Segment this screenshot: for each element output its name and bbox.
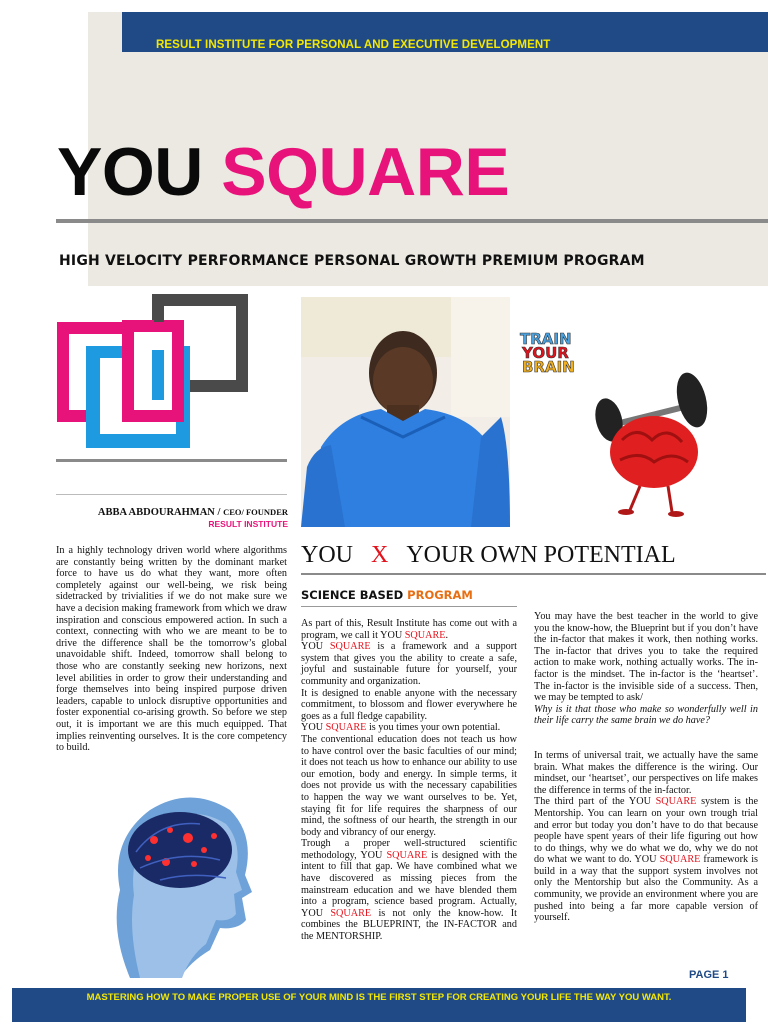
square-word: SQUARE (325, 722, 367, 734)
right-text-3a: The third part of the YOU (534, 796, 656, 808)
mid-paragraph-5: The conventional education does not teach us how to have control over the basic faculties of our mind; it does not teach us how to enhance our ability to use our emotion, body and energy. In simple terms, it does not provide us with the necessary capabilities to happen the way we want ourselves to be. Yet, staying fit for life requires the sharpness of our mind, the softness of our hearth, the strength in our body and vibrancy of our energy. (301, 733, 517, 838)
right-paragraph-2: In terms of universal trait, we actually have the same brain. What makes the difference is the wiring. Our mindset, our ‘heartset’, our perspectives on life makes the difference in terms of the in-factor. (534, 749, 758, 796)
logo-rule (56, 459, 287, 462)
headline (301, 542, 676, 569)
mid-text-4a: YOU (301, 722, 326, 734)
mid-paragraph-2 (301, 641, 517, 687)
mid-text-4b: is you times your own potential. (366, 722, 501, 734)
mid-paragraph-1 (301, 618, 517, 641)
bottom-banner-text: MASTERING HOW TO MAKE PROPER USE OF YOUR MIND IS THE FIRST STEP FOR CREATING YOUR LIFE THE WAY YOU WANT. (86, 992, 672, 1003)
mid-text-6b: is designed with the intent to fill that gap. We have combined what we have discovered as missing pieces from the mainstream education and we have blended them into a program, science based program. Actually, YOU (301, 849, 517, 919)
headline-potential: YOUR OWN POTENTIAL (406, 542, 676, 568)
right-text-3b: system is the Mentorship. You can learn on your own trough trial and error but today you don’t have to do that because people have spent years of their life figuring out how to do things, why we do what we do, why we do not do what we want to do. YOU (534, 796, 758, 866)
founder-name-line (70, 507, 288, 518)
mid-text-6a: Trough a proper well-structured scientific methodology, YOU (301, 838, 517, 861)
square-word: SQUARE (655, 796, 697, 808)
page-title (57, 132, 509, 212)
square-word: SQUARE (404, 629, 446, 641)
title-you: YOU (57, 134, 203, 210)
title-rule (56, 219, 768, 223)
mid-paragraph-6 (301, 838, 517, 942)
right-column (534, 611, 758, 924)
page-number: PAGE 1 (689, 969, 729, 981)
left-paragraph: In a highly technology driven world where algorithms are constantly being written by the dominant market force to have us do what they want, more often completely against our well-being, we risk being sidetracked by trivialities if we do not make sure we have a decision making framework from which we draw inspiration and conscious empowered action. In such a context, connecting with who we are meant to be to drive the difference shall be the tomorrow’s global unavoidable shift. Indeed, tomorrow shall belong to those who are constantly seeking new horizons, next level abilities in order to grow their understanding and forge themselves into being inspired purpose driven leaders, capable to unlock disruptive opportunities and foster exponential co-arising growth. So before we step out, it is important we are this much equipped. That implies reinventing ourselves. It is the core competency to build. (56, 545, 287, 754)
section-heading-part2: PROGRAM (407, 588, 473, 602)
left-column (56, 545, 287, 754)
mid-text-2b: is a framework and a support system that gives you the ability to create a safe, joyful and sustainable future for yourself, your community and organization. (301, 641, 517, 687)
train-your-brain-image (512, 300, 768, 530)
founder-role: CEO/ FOUNDER (223, 507, 288, 517)
mid-text-2a: YOU (301, 641, 330, 653)
right-paragraph-3 (534, 796, 758, 924)
founder-org: RESULT INSTITUTE (208, 519, 288, 529)
founder-photo (301, 297, 510, 527)
headline-you: YOU (301, 542, 353, 568)
middle-column (301, 618, 517, 943)
mid-paragraph-3: It is designed to enable anyone with the necessary commitment, to blossom and flower everywhere he goes as a full fledge capability. (301, 687, 517, 722)
right-question: Why is it that those who make so wonderfully well in their life carry the same brain we do have? (534, 703, 758, 727)
headline-rule (301, 573, 766, 575)
mid-text-1a: As part of this, Result Institute has come out with a program, we call it YOU (301, 618, 517, 641)
right-paragraph-1: You may have the best teacher in the world to give you the know-how, the Blueprint but if you don’t have the in-factor that makes it work, then nothing works. The in-factor that drives you to take the required action to make work, nothing actually works. The in-factor is the mindset. The in-factor is the ‘heartset’. The in-factor is the invisible side of a success. Then, we may be tempted to ask/ (534, 611, 758, 704)
mid-paragraph-4 (301, 722, 517, 734)
section-heading (301, 588, 473, 602)
square-word: SQUARE (659, 854, 701, 866)
brain-word: BRAIN (522, 358, 575, 376)
mid-text-6c: is not only the know-how. It combines the BLUEPRINT, the IN-FACTOR and the MENTORSHIP. (301, 907, 517, 943)
glowing-brain-head (70, 780, 270, 978)
headline-x: X (371, 542, 389, 568)
founder-rule (56, 494, 287, 495)
title-square: SQUARE (221, 134, 510, 210)
your-word: YOUR (522, 344, 569, 362)
you-square-logo (56, 294, 256, 454)
square-word: SQUARE (329, 641, 371, 653)
founder-name: ABBA ABDOURAHMAN / (97, 507, 221, 518)
square-word: SQUARE (386, 849, 428, 861)
train-word: TRAIN (520, 330, 572, 348)
institute-banner-text: RESULT INSTITUTE FOR PERSONAL AND EXECUTIVE DEVELOPMENT (156, 39, 551, 51)
right-text-3c: framework is build in a way that the support system involves not only the Mentorship but also the Community. As a community, we provide an environment where you are pushed into being a far more capable version of yourself. (534, 854, 758, 924)
square-word: SQUARE (330, 907, 372, 919)
section-rule (301, 606, 517, 607)
section-heading-part1: SCIENCE BASED (301, 588, 404, 602)
mid-text-1b: . (445, 629, 449, 641)
subtitle: HIGH VELOCITY PERFORMANCE PERSONAL GROWTH PREMIUM PROGRAM (59, 253, 645, 269)
